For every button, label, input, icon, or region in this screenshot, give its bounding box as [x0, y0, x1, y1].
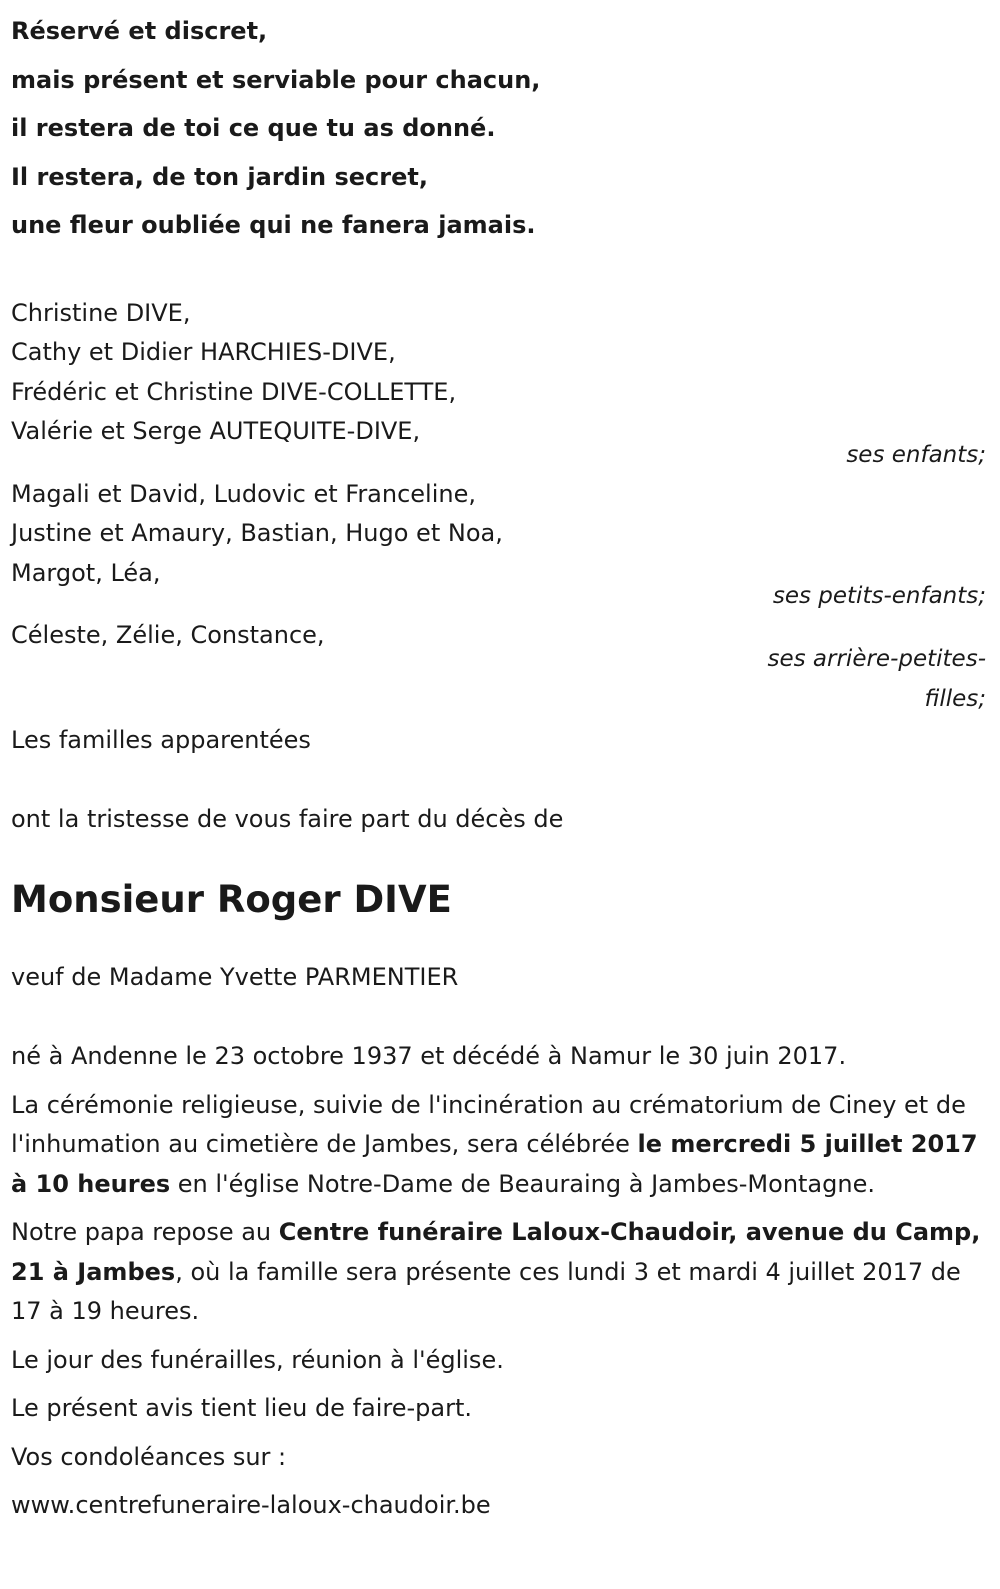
ceremony-paragraph	[11, 1086, 986, 1205]
grandchild-name: Magali et David, Ludovic et Franceline,	[11, 479, 476, 508]
child-name: Valérie et Serge AUTEQUITE-DIVE,	[11, 417, 421, 445]
child-name: Cathy et Didier HARCHIES-DIVE,	[11, 338, 396, 366]
child-name: Christine DIVE,	[11, 298, 191, 327]
children-role: ses enfants;	[846, 441, 986, 468]
poem-line: Réservé et discret,	[11, 17, 268, 45]
repose-text: Notre papa repose au	[11, 1218, 279, 1246]
repose-text-end: , où la famille sera présente ces lundi 3 et mardi 4 juillet 2017 de 17 à 19 heures.	[11, 1257, 961, 1325]
grandchildren-group	[11, 475, 986, 617]
poem-line: Il restera, de ton jardin secret,	[11, 162, 428, 191]
obituary-notice	[11, 0, 986, 1526]
great-grandchildren-role-cont: filles;	[924, 685, 986, 712]
great-grandchild-name: Céleste, Zélie, Constance,	[11, 621, 325, 649]
announcement: ont la tristesse de vous faire part du décès de	[11, 805, 564, 833]
grandchildren-role: ses petits-enfants;	[772, 583, 986, 609]
birth-death: né à Andenne le 23 octobre 1937 et décédé à Namur le 30 juin 2017.	[11, 1042, 847, 1070]
great-grandchildren-role: ses arrière-petites-	[767, 645, 986, 672]
poem-line: il restera de toi ce que tu as donné.	[11, 114, 496, 142]
ceremony-text: La cérémonie religieuse, suivie de l'incinération au crématorium de Ciney et de l'inhumation au cimetière de Jambes, sera célébrée	[11, 1090, 966, 1158]
child-name: Frédéric et Christine DIVE-COLLETTE,	[11, 377, 457, 406]
poem-line: mais présent et serviable pour chacun,	[11, 65, 541, 94]
poem	[11, 0, 986, 250]
repose-place: Centre funéraire Laloux-Chaudoir, avenue du Camp, 21 à Jambes	[11, 1218, 981, 1286]
widower-of: veuf de Madame Yvette PARMENTIER	[11, 962, 459, 991]
grandchild-name: Justine et Amaury, Bastian, Hugo et Noa,	[11, 519, 503, 547]
notice: Le présent avis tient lieu de faire-part.	[11, 1394, 473, 1422]
condolences-label: Vos condoléances sur :	[11, 1442, 287, 1471]
funeral-day: Le jour des funérailles, réunion à l'église.	[11, 1345, 504, 1374]
poem-line: une fleur oubliée qui ne fanera jamais.	[11, 211, 536, 239]
deceased-name: Monsieur Roger DIVE	[11, 877, 452, 921]
repose-paragraph	[11, 1213, 986, 1332]
ceremony-date: le mercredi 5 juillet 2017 à 10 heures	[11, 1130, 978, 1198]
great-grandchildren-group	[11, 616, 986, 719]
grandchild-name: Margot, Léa,	[11, 558, 161, 587]
website-link[interactable]: www.centrefuneraire-laloux-chaudoir.be	[11, 1491, 491, 1519]
ceremony-text-end: en l'église Notre-Dame de Beauraing à Jambes-Montagne.	[170, 1169, 875, 1198]
related-families: Les familles apparentées	[11, 725, 311, 754]
children-group	[11, 294, 986, 475]
